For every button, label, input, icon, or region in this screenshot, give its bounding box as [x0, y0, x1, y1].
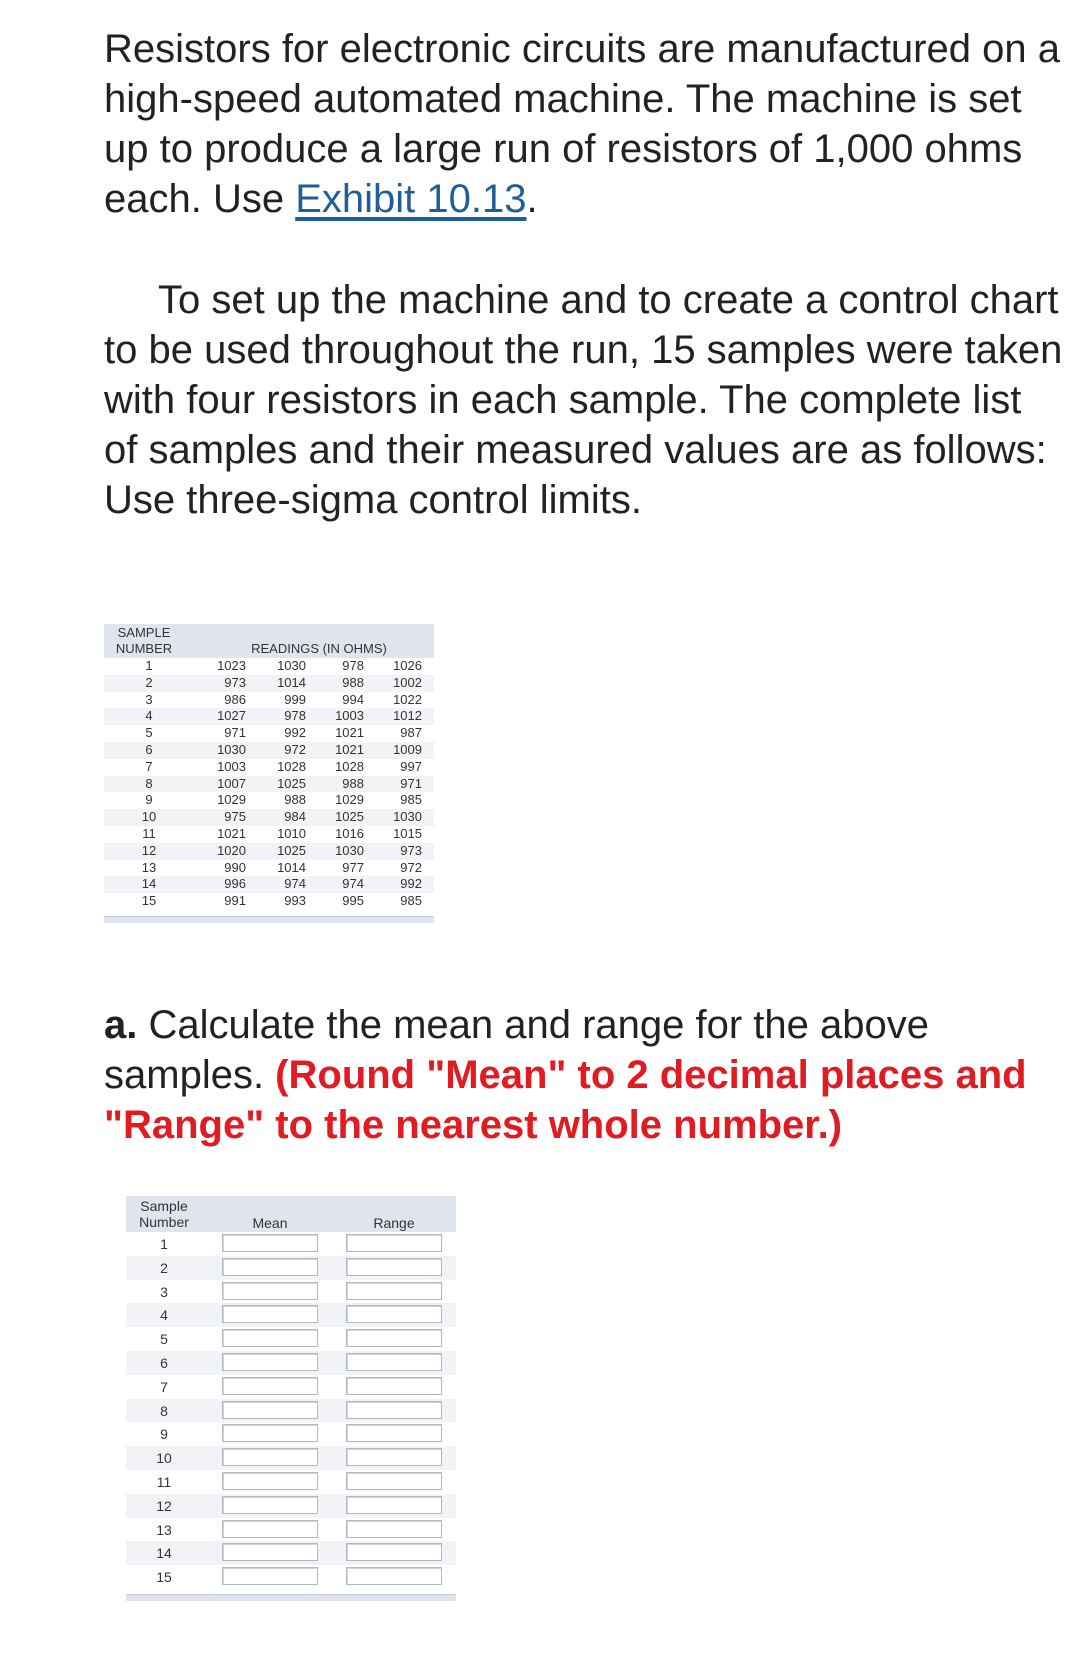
reading-value: 988: [342, 674, 364, 690]
reading-value: 984: [284, 809, 306, 825]
reading-value: 985: [400, 893, 422, 909]
readings-row: [104, 759, 434, 776]
readings-row: [104, 893, 434, 910]
sample-number: 10: [141, 809, 157, 825]
question-label: a.: [104, 1003, 138, 1047]
reading-value: 1025: [277, 775, 306, 791]
answer-rows: [126, 1232, 456, 1589]
reading-value: 975: [224, 809, 246, 825]
reading-value: 1003: [335, 708, 364, 724]
sample-header-line2: NUMBER: [115, 641, 173, 656]
reading-value: 978: [284, 708, 306, 724]
reading-value: 971: [224, 725, 246, 741]
reading-value: 1029: [335, 792, 364, 808]
answer-sample-number: 6: [160, 1354, 168, 1371]
mean-input[interactable]: [222, 1329, 318, 1347]
readings-row: [104, 843, 434, 860]
sample-number: 14: [141, 876, 157, 892]
mean-input[interactable]: [222, 1424, 318, 1442]
reading-value: 1029: [217, 792, 246, 808]
readings-row: [104, 708, 434, 725]
readings-row: [104, 692, 434, 709]
reading-value: 995: [342, 893, 364, 909]
reading-value: 978: [342, 658, 364, 673]
reading-value: 1030: [217, 741, 246, 757]
reading-value: 1021: [217, 825, 246, 841]
readings-row: [104, 776, 434, 793]
reading-value: 992: [284, 725, 306, 741]
reading-value: 972: [400, 859, 422, 875]
answer-sample-number: 12: [156, 1497, 172, 1514]
reading-value: 1026: [393, 658, 422, 673]
reading-value: 1014: [277, 674, 306, 690]
mean-input[interactable]: [222, 1543, 318, 1561]
reading-value: 1030: [277, 658, 306, 673]
answer-sample-number: 8: [160, 1402, 168, 1419]
range-header: Range: [373, 1215, 415, 1231]
sample-number: 1: [145, 658, 153, 673]
reading-value: 1014: [277, 859, 306, 875]
answer-row: [126, 1494, 456, 1518]
readings-row: [104, 742, 434, 759]
answer-sample-header-line2: Number: [139, 1214, 189, 1230]
answer-table-footer: [126, 1594, 456, 1601]
sample-number: 15: [141, 893, 157, 909]
answer-row: [126, 1446, 456, 1470]
reading-value: 988: [284, 792, 306, 808]
sample-number: 4: [145, 708, 153, 724]
reading-value: 996: [224, 876, 246, 892]
answer-row: [126, 1518, 456, 1542]
range-input[interactable]: [346, 1282, 442, 1300]
reading-value: 997: [400, 758, 422, 774]
reading-value: 1012: [393, 708, 422, 724]
reading-value: 974: [284, 876, 306, 892]
mean-input[interactable]: [222, 1258, 318, 1276]
readings-row: [104, 725, 434, 742]
mean-input[interactable]: [222, 1401, 318, 1419]
mean-input[interactable]: [222, 1282, 318, 1300]
reading-value: 986: [224, 691, 246, 707]
mean-input[interactable]: [222, 1305, 318, 1323]
sample-number: 8: [145, 775, 153, 791]
range-input[interactable]: [346, 1472, 442, 1490]
reading-value: 993: [284, 893, 306, 909]
range-input[interactable]: [346, 1401, 442, 1419]
range-input[interactable]: [346, 1377, 442, 1395]
sample-number-header: [114, 625, 174, 657]
intro-period: .: [526, 177, 538, 221]
range-input[interactable]: [346, 1520, 442, 1538]
answer-row: [126, 1327, 456, 1351]
sample-number: 9: [145, 792, 153, 808]
reading-value: 1020: [217, 842, 246, 858]
range-input[interactable]: [346, 1496, 442, 1514]
reading-value: 1016: [335, 825, 364, 841]
reading-value: 985: [400, 792, 422, 808]
readings-rows: [104, 658, 434, 910]
sample-header-line1: SAMPLE: [117, 625, 171, 640]
mean-input[interactable]: [222, 1234, 318, 1252]
reading-value: 987: [400, 725, 422, 741]
mean-header: Mean: [252, 1215, 288, 1231]
reading-value: 1021: [335, 725, 364, 741]
sample-number: 7: [145, 758, 153, 774]
range-input[interactable]: [346, 1353, 442, 1371]
answer-sample-number: 3: [160, 1283, 168, 1300]
reading-value: 1003: [217, 758, 246, 774]
mean-input[interactable]: [222, 1567, 318, 1585]
reading-value: 1002: [393, 674, 422, 690]
setup-paragraph: To set up the machine and to create a control chart to be used throughout the run, 15 samples were taken with four resistors in each sample. The complete list of samples and their measured values are as follows: Use three-sigma control limits.: [104, 278, 1063, 522]
reading-value: 1022: [393, 691, 422, 707]
reading-value: 1030: [335, 842, 364, 858]
exhibit-link[interactable]: Exhibit 10.13: [295, 177, 527, 221]
answer-sample-number: 4: [160, 1307, 168, 1324]
sample-number: 11: [142, 825, 156, 841]
range-input[interactable]: [346, 1305, 442, 1323]
readings-header: READINGS (IN OHMS): [251, 641, 387, 656]
reading-value: 994: [342, 691, 364, 707]
answer-sample-header-line1: Sample: [140, 1198, 188, 1214]
readings-table-header: [104, 624, 434, 658]
sample-number: 6: [145, 741, 153, 757]
answer-row: [126, 1256, 456, 1280]
range-input[interactable]: [346, 1424, 442, 1442]
answer-row: [126, 1470, 456, 1494]
sample-number: 5: [145, 725, 153, 741]
reading-value: 988: [342, 775, 364, 791]
reading-value: 971: [400, 775, 422, 791]
answer-sample-number: 7: [160, 1378, 168, 1395]
answer-table-header: [126, 1196, 456, 1232]
rounding-note: (Round "Mean" to 2 decimal places and "Range" to the nearest whole number.): [104, 1053, 1027, 1147]
readings-row: [104, 658, 434, 675]
reading-value: 990: [224, 859, 246, 875]
answer-sample-number: 5: [160, 1331, 168, 1348]
reading-value: 1007: [217, 775, 246, 791]
readings-row: [104, 809, 434, 826]
answer-row: [126, 1280, 456, 1304]
reading-value: 1021: [335, 741, 364, 757]
answer-sample-number: 13: [156, 1521, 172, 1538]
reading-value: 973: [224, 674, 246, 690]
intro-text: Resistors for electronic circuits are manufactured on a high-speed automated machine. The machine is set up to produce a large run of resistors of 1,000 ohms each. Use: [104, 27, 1060, 221]
answer-table: [126, 1196, 456, 1600]
reading-value: 1027: [217, 708, 246, 724]
question-text: Calculate the mean and range for the above samples.: [104, 1003, 929, 1097]
reading-value: 1028: [335, 758, 364, 774]
question-paragraph: [104, 1000, 1064, 1150]
range-input[interactable]: [346, 1567, 442, 1585]
mean-input[interactable]: [222, 1472, 318, 1490]
range-input[interactable]: [346, 1329, 442, 1347]
answer-row: [126, 1541, 456, 1565]
answer-sample-number: 11: [156, 1473, 172, 1490]
answer-row: [126, 1399, 456, 1423]
answer-row: [126, 1303, 456, 1327]
reading-value: 1030: [393, 809, 422, 825]
answer-sample-number: 10: [156, 1450, 172, 1467]
answer-row: [126, 1375, 456, 1399]
answer-sample-number: 2: [160, 1259, 168, 1276]
answer-sample-number: 9: [160, 1426, 168, 1443]
range-input[interactable]: [346, 1448, 442, 1466]
reading-value: 1025: [335, 809, 364, 825]
readings-row: [104, 860, 434, 877]
reading-value: 1010: [277, 825, 306, 841]
reading-value: 977: [342, 859, 364, 875]
reading-value: 1015: [393, 825, 422, 841]
reading-value: 1025: [277, 842, 306, 858]
reading-value: 974: [342, 876, 364, 892]
answer-sample-header: [134, 1198, 194, 1230]
reading-value: 973: [400, 842, 422, 858]
readings-table-footer: [104, 916, 434, 923]
answer-row: [126, 1565, 456, 1589]
readings-table: [104, 624, 434, 922]
range-input[interactable]: [346, 1258, 442, 1276]
mean-input[interactable]: [222, 1520, 318, 1538]
readings-row: [104, 826, 434, 843]
answer-sample-number: 1: [160, 1236, 168, 1252]
answer-sample-number: 14: [156, 1545, 172, 1562]
answer-sample-number: 15: [156, 1569, 172, 1586]
reading-value: 1028: [277, 758, 306, 774]
reading-value: 999: [284, 691, 306, 707]
range-input[interactable]: [346, 1543, 442, 1561]
reading-value: 1009: [393, 741, 422, 757]
mean-input[interactable]: [222, 1377, 318, 1395]
reading-value: 991: [224, 893, 246, 909]
sample-number: 12: [141, 842, 157, 858]
reading-value: 972: [284, 741, 306, 757]
sample-number: 3: [145, 691, 153, 707]
intro-paragraph: [104, 24, 1064, 224]
answer-row: [126, 1232, 456, 1256]
answer-row: [126, 1422, 456, 1446]
readings-row: [104, 792, 434, 809]
sample-number: 2: [145, 674, 153, 690]
mean-input[interactable]: [222, 1496, 318, 1514]
answer-row: [126, 1351, 456, 1375]
readings-row: [104, 675, 434, 692]
reading-value: 992: [400, 876, 422, 892]
mean-input[interactable]: [222, 1448, 318, 1466]
sample-number: 13: [141, 859, 157, 875]
reading-value: 1023: [217, 658, 246, 673]
readings-row: [104, 876, 434, 893]
mean-input[interactable]: [222, 1353, 318, 1371]
range-input[interactable]: [346, 1234, 442, 1252]
